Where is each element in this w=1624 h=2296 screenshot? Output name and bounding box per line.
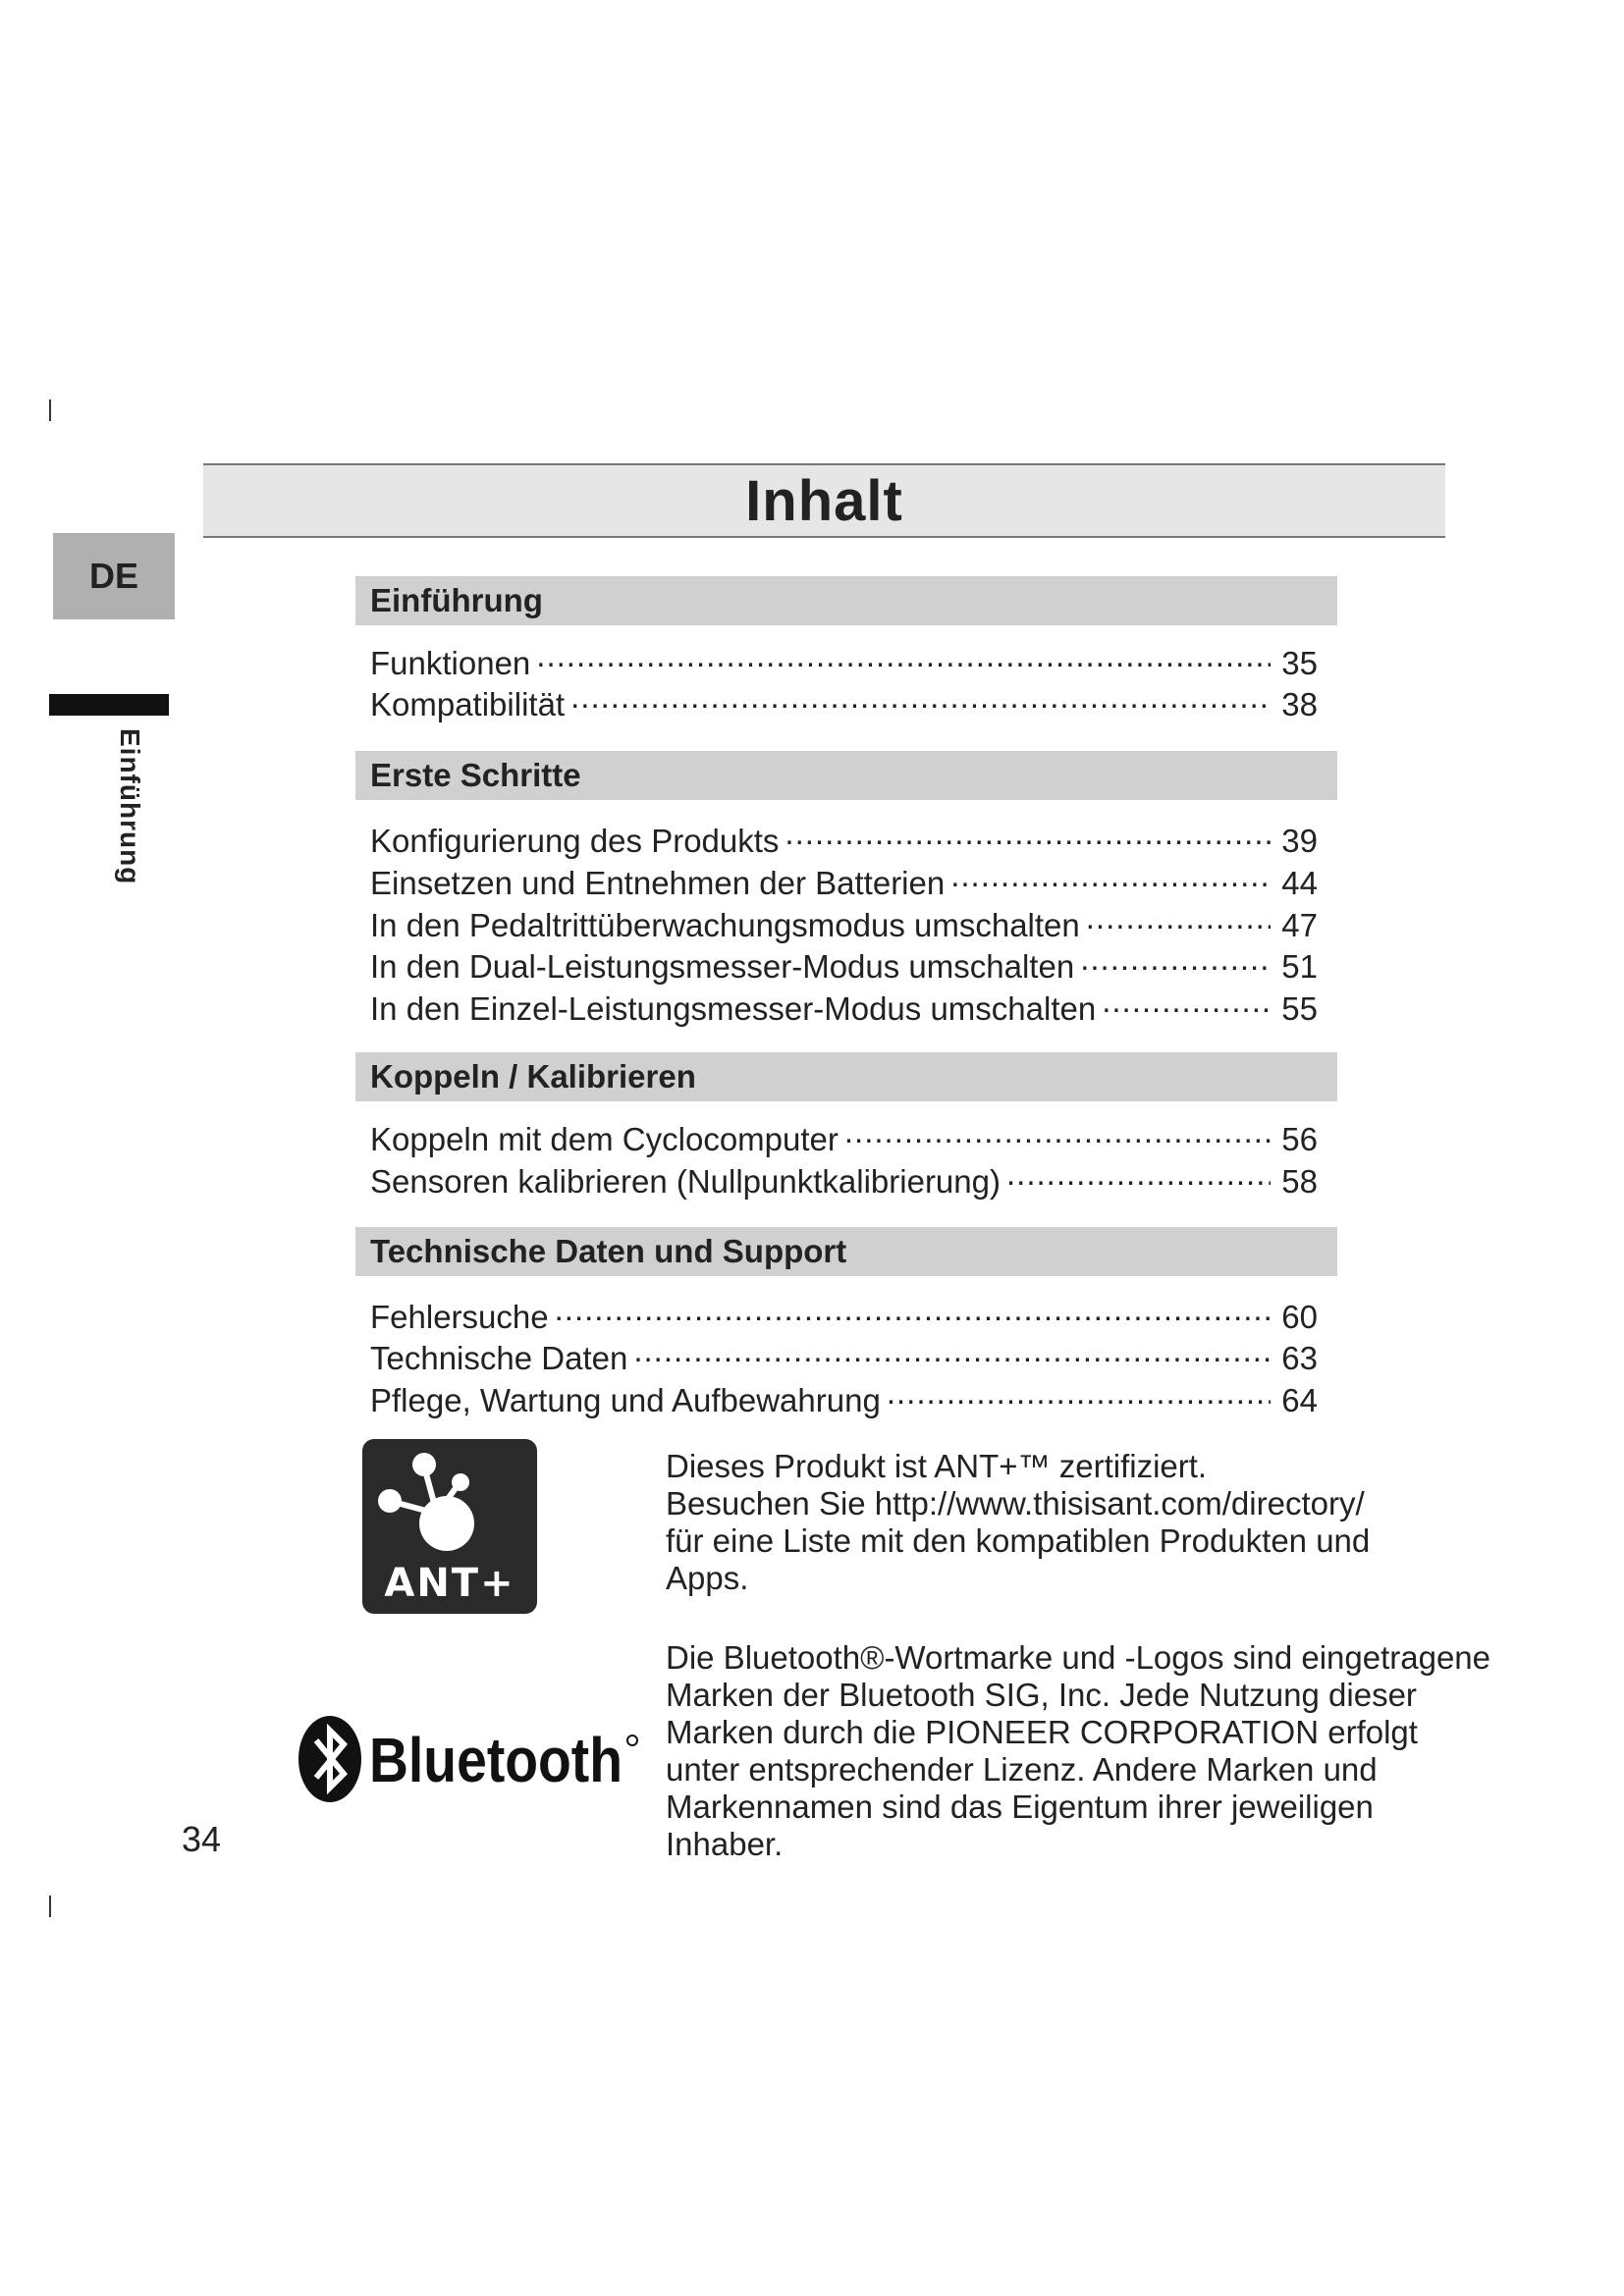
toc-entry-page: 56 — [1281, 1120, 1318, 1157]
toc-entry-text: Pflege, Wartung und Aufbewahrung — [370, 1381, 881, 1418]
toc-entry[interactable] — [370, 1330, 1318, 1376]
toc-entry-text: Technische Daten — [370, 1339, 628, 1376]
toc-entry-text: In den Einzel-Leistungsmesser-Modus umschalten — [370, 989, 1097, 1027]
toc-leader-dots — [1086, 897, 1271, 936]
toc-entry-text: Einsetzen und Entnehmen der Batterien — [370, 864, 946, 901]
toc-entry[interactable] — [370, 813, 1318, 859]
toc-entry[interactable] — [370, 1372, 1318, 1418]
page-title: Inhalt — [745, 468, 903, 533]
toc-entry-text: In den Pedaltrittüberwachungsmodus umschalten — [370, 906, 1080, 943]
toc-entry[interactable] — [370, 1289, 1318, 1335]
toc-leader-dots — [950, 855, 1271, 894]
toc-entry-text: Konfigurierung des Produkts — [370, 822, 780, 859]
bluetooth-notice-line: Marken durch die PIONEER CORPORATION erfolgt — [666, 1714, 1418, 1750]
toc-entry-page: 55 — [1281, 989, 1318, 1027]
bluetooth-notice-line: Marken der Bluetooth SIG, Inc. Jede Nutzung dieser — [666, 1677, 1417, 1713]
crop-mark-bottom — [49, 1896, 51, 1917]
toc-entry[interactable] — [370, 855, 1318, 901]
toc-entry-text: Fehlersuche — [370, 1298, 549, 1335]
toc-leader-dots — [785, 813, 1271, 852]
toc-leader-dots — [844, 1111, 1271, 1150]
toc-entry-page: 58 — [1281, 1162, 1318, 1200]
bluetooth-notice-line: unter entsprechender Lizenz. Andere Marken und — [666, 1751, 1378, 1788]
bluetooth-notice — [666, 1639, 1490, 1863]
toc-leader-dots — [555, 1289, 1271, 1328]
crop-mark-top — [49, 400, 51, 421]
ant-notice — [666, 1448, 1370, 1597]
ant-logo-text: ANT+ — [384, 1561, 515, 1606]
ant-notice-line: Apps. — [666, 1560, 749, 1596]
toc-leader-dots — [536, 635, 1271, 674]
bluetooth-notice-line: Inhaber. — [666, 1826, 784, 1862]
section-heading-technische-daten: Technische Daten und Support — [355, 1227, 1337, 1276]
chapter-marker-bar — [49, 694, 169, 716]
toc-entry-page: 38 — [1281, 685, 1318, 722]
toc-leader-dots — [633, 1330, 1271, 1369]
toc-entry-page: 44 — [1281, 864, 1318, 901]
toc-leader-dots — [570, 676, 1271, 716]
toc-entry-text: Kompatibilität — [370, 685, 566, 722]
bluetooth-logo — [297, 1711, 642, 1807]
toc-entry[interactable] — [370, 981, 1318, 1027]
bluetooth-logo-text: Bluetooth — [369, 1725, 623, 1795]
ant-plus-logo — [360, 1437, 539, 1616]
toc-entry[interactable] — [370, 897, 1318, 943]
toc-entry-page: 51 — [1281, 947, 1318, 985]
section-heading-erste-schritte: Erste Schritte — [355, 751, 1337, 800]
bluetooth-notice-line: Markennamen sind das Eigentum ihrer jeweiligen — [666, 1789, 1374, 1825]
page-number: 34 — [182, 1819, 222, 1859]
toc-entry-text: Sensoren kalibrieren (Nullpunktkalibrierung) — [370, 1162, 1001, 1200]
toc-title-bar — [203, 463, 1445, 538]
toc-entry-page: 60 — [1281, 1298, 1318, 1335]
ant-notice-line: Dieses Produkt ist ANT+™ zertifiziert. — [666, 1448, 1208, 1484]
section-heading-einfuehrung: Einführung — [355, 576, 1337, 625]
toc-leader-dots — [1102, 981, 1271, 1020]
language-tab — [53, 533, 175, 619]
toc-entry[interactable] — [370, 1153, 1318, 1200]
chapter-side-label: Einführung — [115, 728, 145, 885]
toc-entry[interactable] — [370, 1111, 1318, 1157]
toc-entry[interactable] — [370, 635, 1318, 681]
ant-notice-line: für eine Liste mit den kompatiblen Produkten und — [666, 1522, 1371, 1559]
toc-entry-page: 35 — [1281, 644, 1318, 681]
toc-entry-page: 63 — [1281, 1339, 1318, 1376]
toc-leader-dots — [1006, 1153, 1271, 1193]
toc-entry-page: 39 — [1281, 822, 1318, 859]
language-code: DE — [88, 556, 138, 596]
toc-entry-page: 64 — [1281, 1381, 1318, 1418]
bluetooth-notice-line: Die Bluetooth®-Wortmarke und -Logos sind eingetragene — [666, 1639, 1491, 1676]
ant-notice-line: Besuchen Sie http://www.thisisant.com/directory/ — [666, 1485, 1365, 1522]
toc-leader-dots — [887, 1372, 1271, 1412]
toc-entry[interactable] — [370, 676, 1318, 722]
toc-entry-text: Koppeln mit dem Cyclocomputer — [370, 1120, 839, 1157]
toc-entry[interactable] — [370, 938, 1318, 985]
section-heading-koppeln: Koppeln / Kalibrieren — [355, 1052, 1337, 1101]
toc-entry-text: Funktionen — [370, 644, 531, 681]
toc-entry-page: 47 — [1281, 906, 1318, 943]
toc-entry-text: In den Dual-Leistungsmesser-Modus umschalten — [370, 947, 1075, 985]
toc-leader-dots — [1080, 938, 1271, 978]
